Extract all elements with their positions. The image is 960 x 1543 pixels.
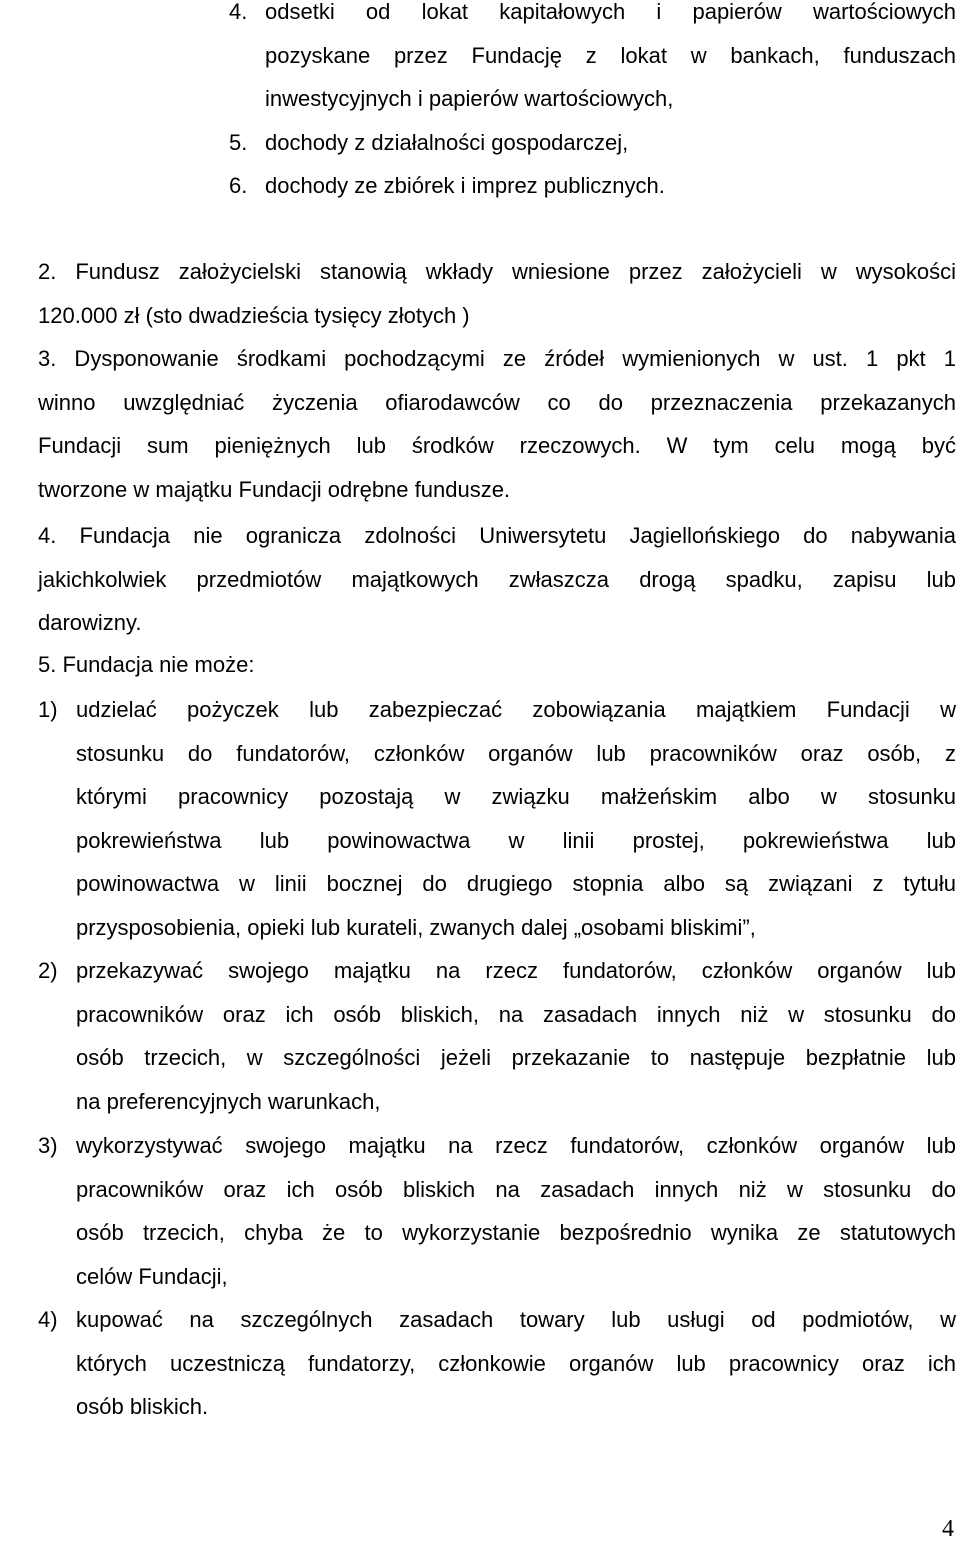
- list-item-line: których uczestniczą fundatorzy, członkowie organów lub pracownicy oraz ich: [76, 1350, 956, 1376]
- list-item-line: pracowników oraz ich osób bliskich, na zasadach innych niż w stosunku do: [76, 1001, 956, 1027]
- list-item-line: przekazywać swojego majątku na rzecz fundatorów, członków organów lub: [76, 958, 956, 983]
- list-item-line: którymi pracownicy pozostają w związku małżeńskim albo w stosunku: [76, 784, 956, 809]
- sub-item-4: [229, 0, 956, 121]
- paragraph-line: jakichkolwiek przedmiotów majątkowych zwłaszcza drogą spadku, zapisu lub: [38, 566, 956, 592]
- list-item-line: pracowników oraz ich osób bliskich na zasadach innych niż w stosunku do: [76, 1176, 956, 1202]
- paragraph-4: [38, 514, 956, 645]
- paragraph-3: [38, 337, 956, 511]
- list-item-4: [38, 1298, 956, 1429]
- sub-item-line: dochody ze zbiórek i imprez publicznych.: [265, 173, 665, 198]
- list-item-line: stosunku do fundatorów, członków organów lub pracowników oraz osób, z: [76, 740, 956, 766]
- sub-item-line: odsetki od lokat kapitałowych i papierów wartościowych: [265, 0, 956, 24]
- paragraph-line: tworzone w majątku Fundacji odrębne fundusze.: [38, 476, 511, 502]
- sub-item-5: [229, 121, 956, 165]
- list-item-line: osób trzecich, w szczególności jeżeli przekazanie to następuje bezpłatnie lub: [76, 1045, 956, 1070]
- list-item-number: 4): [38, 1307, 58, 1332]
- list-item-line: celów Fundacji,: [76, 1263, 228, 1289]
- list-item-line: powinowactwa w linii bocznej do drugiego stopnia albo są związani z tytułu: [76, 871, 956, 896]
- list-item-number: 2): [38, 958, 58, 983]
- paragraph-line: 3. Dysponowanie środkami pochodzącymi ze źródeł wymienionych w ust. 1 pkt 1: [38, 346, 956, 371]
- sub-item-line: inwestycyjnych i papierów wartościowych,: [265, 86, 674, 111]
- list-item-1: [38, 688, 956, 949]
- list-item-number: 3): [38, 1133, 58, 1158]
- sub-item-line: dochody z działalności gospodarczej,: [265, 129, 629, 155]
- sub-item-number: 6.: [229, 173, 248, 198]
- list-item-line: kupować na szczególnych zasadach towary lub usługi od podmiotów, w: [76, 1307, 956, 1332]
- list-item-line: pokrewieństwa lub powinowactwa w linii prostej, pokrewieństwa lub: [76, 827, 956, 853]
- list-item-line: wykorzystywać swojego majątku na rzecz fundatorów, członków organów lub: [76, 1133, 956, 1158]
- paragraph-line: 4. Fundacja nie ogranicza zdolności Uniwersytetu Jagiellońskiego do nabywania: [38, 523, 956, 548]
- paragraph-line: 2. Fundusz założycielski stanowią wkłady wniesione przez założycieli w wysokości: [38, 259, 956, 284]
- sub-item-line: pozyskane przez Fundację z lokat w bankach, funduszach: [265, 42, 956, 68]
- sub-item-number: 5.: [229, 129, 248, 155]
- paragraph-line: darowizny.: [38, 610, 142, 635]
- list-item-2: [38, 949, 956, 1123]
- sub-item-number: 4.: [229, 0, 248, 24]
- paragraph-line: 120.000 zł (sto dwadzieścia tysięcy złotych ): [38, 302, 470, 328]
- sub-item-6: [229, 164, 956, 208]
- list-item-line: udzielać pożyczek lub zabezpieczać zobowiązania majątkiem Fundacji w: [76, 697, 956, 722]
- paragraph-2: [38, 250, 956, 337]
- list-item-line: osób bliskich.: [76, 1394, 209, 1419]
- paragraph-5-heading: 5. Fundacja nie może:: [38, 652, 255, 677]
- list-item-3: [38, 1124, 956, 1298]
- paragraph-line: Fundacji sum pieniężnych lub środków rzeczowych. W tym celu mogą być: [38, 433, 956, 458]
- paragraph-line: winno uwzględniać życzenia ofiarodawców co do przeznaczenia przekazanych: [38, 389, 956, 415]
- page-number: 4: [942, 1516, 954, 1542]
- list-item-line: osób trzecich, chyba że to wykorzystanie bezpośrednio wynika ze statutowych: [76, 1220, 956, 1245]
- list-item-line: przysposobienia, opieki lub kurateli, zwanych dalej „osobami bliskimi”,: [76, 914, 756, 940]
- paragraph-5: [38, 643, 956, 687]
- list-item-number: 1): [38, 697, 58, 722]
- list-item-line: na preferencyjnych warunkach,: [76, 1088, 381, 1114]
